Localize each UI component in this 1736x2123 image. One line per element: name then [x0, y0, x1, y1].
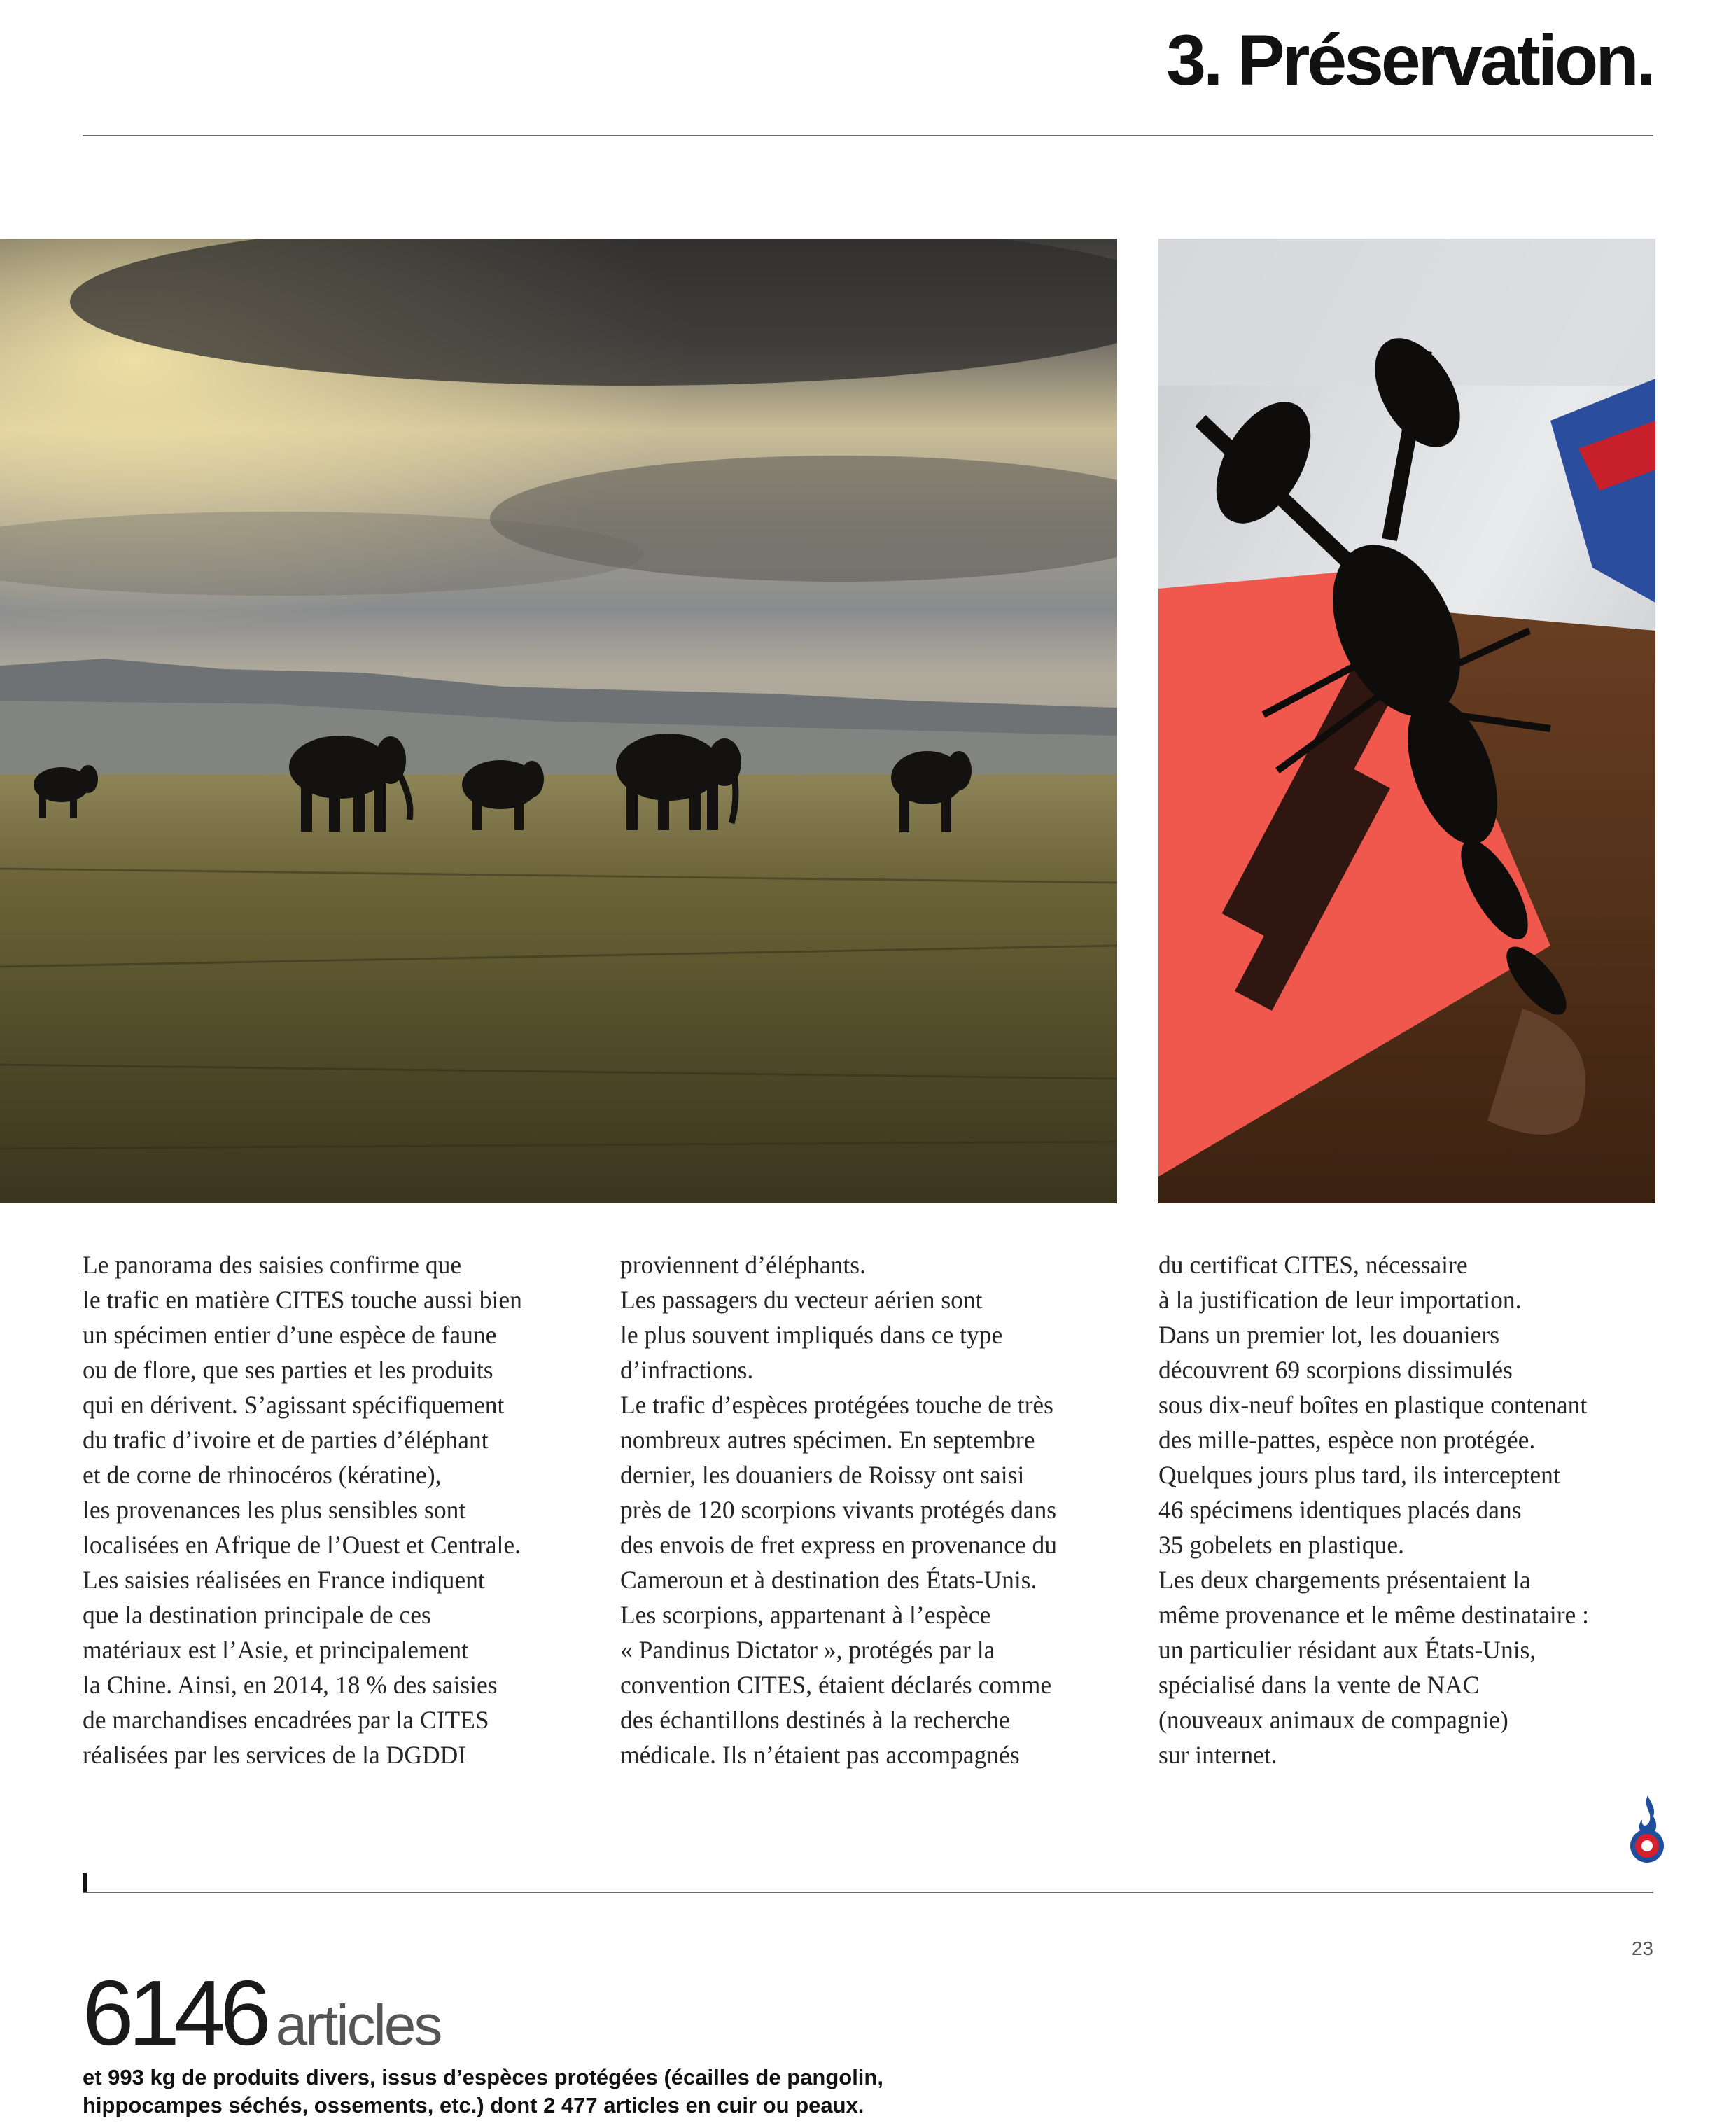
- caption-line: hippocampes séchés, ossements, etc.) dont 2 477 articles en cuir ou peaux.: [83, 2093, 864, 2117]
- text-line: les provenances les plus sensibles sont: [83, 1496, 466, 1524]
- douane-flame-logo-icon: [1623, 1794, 1672, 1864]
- text-line: dernier, les douaniers de Roissy ont saisi: [620, 1461, 1025, 1489]
- top-divider: [83, 135, 1653, 136]
- text-line: de marchandises encadrées par la CITES: [83, 1706, 489, 1734]
- text-line: à la justification de leur importation.: [1158, 1286, 1522, 1314]
- text-line: (nouveaux animaux de compagnie): [1158, 1706, 1508, 1734]
- text-line: des mille-pattes, espèce non protégée.: [1158, 1426, 1536, 1454]
- page-number: 23: [1631, 1938, 1653, 1959]
- text-line: médicale. Ils n’étaient pas accompagnés: [620, 1741, 1020, 1769]
- text-line: des envois de fret express en provenance du: [620, 1531, 1057, 1559]
- text-line: spécialisé dans la vente de NAC: [1158, 1671, 1480, 1699]
- text-line: le trafic en matière CITES touche aussi bien: [83, 1286, 522, 1314]
- text-line: découvrent 69 scorpions dissimulés: [1158, 1356, 1513, 1384]
- key-figure: [83, 1961, 441, 2064]
- text-line: ou de flore, que ses parties et les produits: [83, 1356, 493, 1384]
- text-line: Quelques jours plus tard, ils interceptent: [1158, 1461, 1560, 1489]
- key-figure-caption: [83, 2064, 1063, 2120]
- text-line: que la destination principale de ces: [83, 1601, 431, 1629]
- text-line: Le panorama des saisies confirme que: [83, 1251, 462, 1279]
- text-line: le plus souvent impliqués dans ce type: [620, 1321, 1003, 1349]
- key-figure-unit: articles: [275, 1994, 441, 2057]
- text-line: réalisées par les services de la DGDDI: [83, 1741, 467, 1769]
- page-title: 3. Préservation.: [1166, 20, 1653, 100]
- text-line: un particulier résidant aux États-Unis,: [1158, 1636, 1536, 1664]
- text-line: du trafic d’ivoire et de parties d’éléphant: [83, 1426, 489, 1454]
- text-line: des échantillons destinés à la recherche: [620, 1706, 1010, 1734]
- body-text-column-3: [1158, 1247, 1662, 1772]
- text-line: Cameroun et à destination des États-Unis.: [620, 1566, 1037, 1594]
- text-line: d’infractions.: [620, 1356, 754, 1384]
- footer-tick-mark: [83, 1873, 87, 1893]
- body-text-column-2: [620, 1247, 1124, 1772]
- scorpion-on-customs-tape-photo: [1158, 239, 1656, 1203]
- text-line: matériaux est l’Asie, et principalement: [83, 1636, 469, 1664]
- elephant-herd-savanna-photo: [0, 239, 1117, 1203]
- text-line: proviennent d’éléphants.: [620, 1251, 866, 1279]
- text-line: Les passagers du vecteur aérien sont: [620, 1286, 983, 1314]
- text-line: un spécimen entier d’une espèce de faune: [83, 1321, 497, 1349]
- text-line: la Chine. Ainsi, en 2014, 18 % des saisies: [83, 1671, 498, 1699]
- text-line: Dans un premier lot, les douaniers: [1158, 1321, 1500, 1349]
- text-line: nombreux autres spécimen. En septembre: [620, 1426, 1035, 1454]
- text-line: du certificat CITES, nécessaire: [1158, 1251, 1468, 1279]
- text-line: qui en dérivent. S’agissant spécifiquement: [83, 1391, 505, 1419]
- text-line: même provenance et le même destinataire :: [1158, 1601, 1590, 1629]
- body-text-column-1: [83, 1247, 587, 1772]
- text-line: Les deux chargements présentaient la: [1158, 1566, 1531, 1594]
- text-line: 46 spécimens identiques placés dans: [1158, 1496, 1522, 1524]
- text-line: Les scorpions, appartenant à l’espèce: [620, 1601, 991, 1629]
- text-line: sous dix-neuf boîtes en plastique contenant: [1158, 1391, 1588, 1419]
- text-line: près de 120 scorpions vivants protégés dans: [620, 1496, 1057, 1524]
- bottom-divider: [83, 1892, 1653, 1893]
- text-line: 35 gobelets en plastique.: [1158, 1531, 1404, 1559]
- caption-line: et 993 kg de produits divers, issus d’espèces protégées (écailles de pangolin,: [83, 2065, 883, 2089]
- text-line: « Pandinus Dictator », protégés par la: [620, 1636, 995, 1664]
- text-line: localisées en Afrique de l’Ouest et Centrale.: [83, 1531, 521, 1559]
- text-line: Les saisies réalisées en France indiquent: [83, 1566, 485, 1594]
- text-line: sur internet.: [1158, 1741, 1278, 1769]
- text-line: convention CITES, étaient déclarés comme: [620, 1671, 1052, 1699]
- text-line: et de corne de rhinocéros (kératine),: [83, 1461, 442, 1489]
- text-line: Le trafic d’espèces protégées touche de très: [620, 1391, 1054, 1419]
- key-figure-number: 6146: [83, 1961, 266, 2064]
